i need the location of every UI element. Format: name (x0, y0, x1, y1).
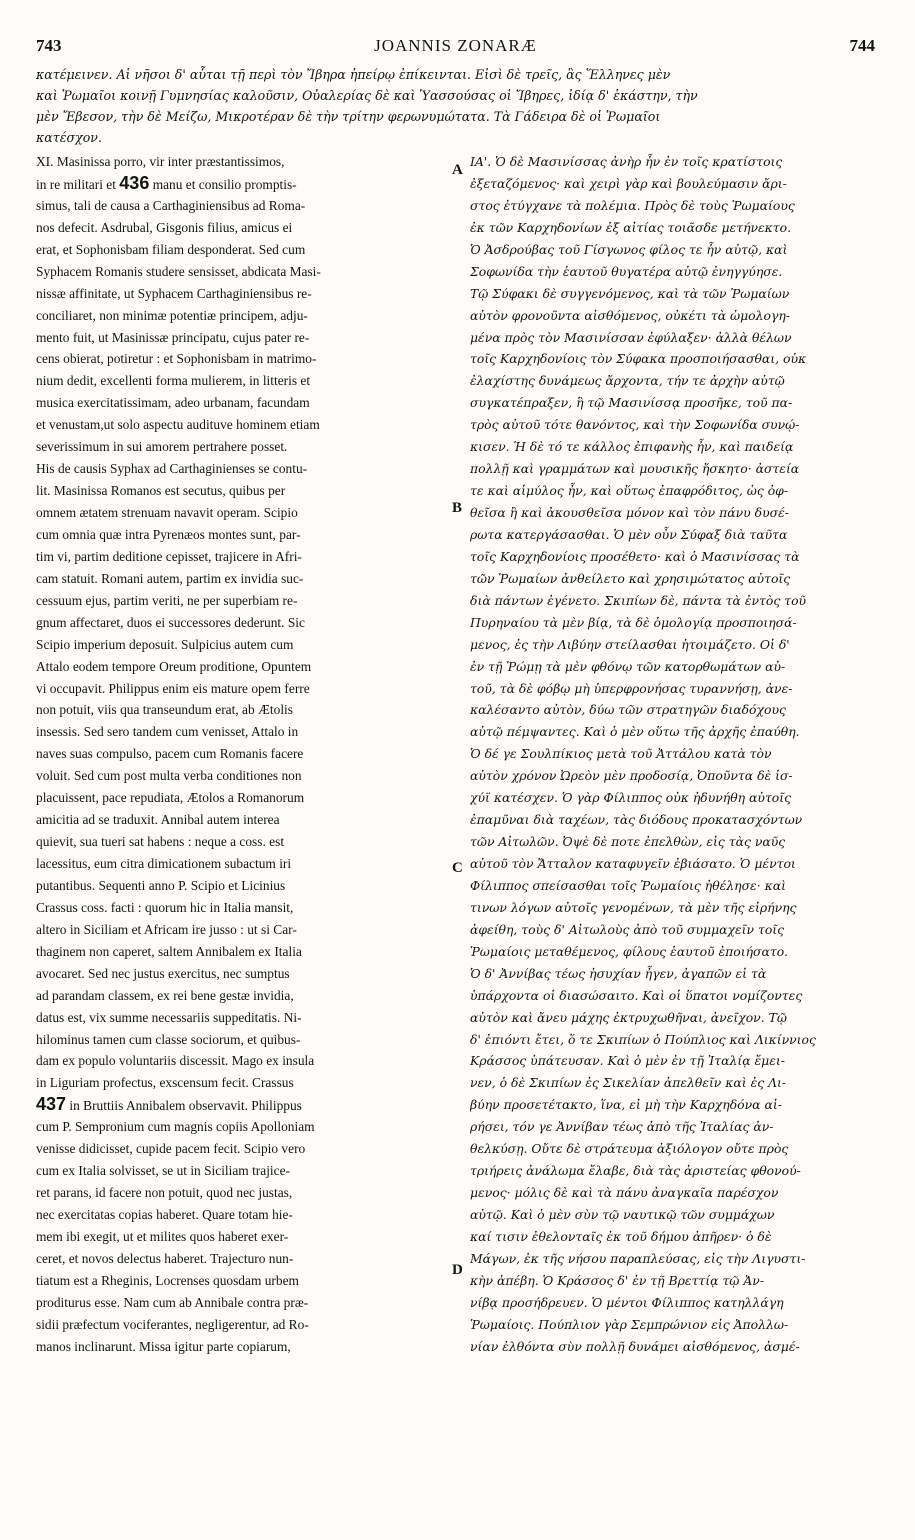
greek-text-line: καλέσαντο αὐτὸν, δύω τῶν στρατηγῶν διαδόχους (470, 702, 786, 718)
latin-text-line: voluit. Sed cum post multa verba conditiones non (36, 768, 302, 784)
greek-text-line: συγκατέπραξεν, ἣ τῷ Μασινίσσᾳ προσῆκε, τοῦ πα- (470, 395, 793, 411)
latin-text-line: ad parandam classem, ex rei bene gestæ invidia, (36, 987, 294, 1003)
column-number-second: 437 (36, 1094, 67, 1115)
greek-text-line: Ῥωμαίοις. Πούπλιον γὰρ Σεμπρώνιον εἰς Ἀπολλω- (470, 1316, 789, 1332)
latin-text-line: ret parans, id facere non potuit, quod nec justas, (36, 1185, 293, 1201)
latin-text-line: tiatum est a Rheginis, Locrenses quosdam urbem (36, 1272, 299, 1288)
greek-text-line: διὰ πάντων ἐγένετο. Σκιπίων δὲ, πάντα τὰ ἐντὸς τοῦ (470, 592, 807, 608)
greek-text-line: κὴν ἀπέβη. Ὁ Κράσσος δ' ἐν τῇ Βρεττίᾳ τῷ Ἀν- (470, 1272, 765, 1288)
section-marker-d: D (452, 1262, 463, 1278)
greek-text-line: Κράσσος ὑπάτευσαν. Καὶ ὁ μὲν ἐν τῇ Ἰταλίᾳ ἔμει- (470, 1053, 785, 1069)
section-marker-b: B (452, 500, 463, 516)
latin-text-line: cum omnia quæ intra Pyrenæos montes sunt, par- (36, 526, 301, 542)
greek-column (470, 151, 877, 1358)
latin-text-line: et venustam,ut solo aspectu audituve hominem etiam (36, 417, 320, 433)
greek-text-line: Πυρηναίου τὰ μὲν βίᾳ, τὰ δὲ ὁμολογίᾳ προσποιησά- (470, 614, 797, 630)
latin-text-line: tim vi, partim deditione cepisset, trajicere in Afri- (36, 548, 302, 564)
latin-text-line: His de causis Syphax ad Carthaginienses se contu- (36, 461, 308, 477)
greek-text-line: θεῖσα ἢ καὶ ἀκουσθεῖσα μόνον καὶ τὸν πάνυ δυσέ- (470, 505, 789, 520)
greek-text-line: αὐτῷ. Καὶ ὁ μὲν σὺν τῷ ναυτικῷ τῶν συμμάχων (470, 1207, 775, 1222)
greek-text-line: Φίλιππος σπείσασθαι τοῖς Ῥωμαίοις ἠθέλησε· καὶ (470, 877, 786, 893)
latin-text-line: quievit, sua tueri sat habens : neque a coss. est (36, 834, 285, 850)
latin-text-line: venisse didicisset, cupide pacem fecit. Scipio vero (36, 1141, 306, 1157)
running-title: JOANNIS ZONARÆ (374, 36, 537, 55)
latin-text-line: erat, et Sophonisbam filiam desponderat. Sed cum (36, 241, 306, 257)
greek-text-line: μένα πρὸς τὸν Μασινίσσαν ἐφύλαξεν· ἀλλὰ θέλων (470, 329, 792, 345)
greek-text-line: στος ἐτύγχανε τὰ πολέμια. Πρὸς δὲ τοὺς Ῥωμαίους (470, 197, 795, 213)
greek-text-line: τινων λόγων αὐτοῖς γενομένων, τὰ μὲν τῆς εἰρήνης (470, 899, 797, 915)
greek-text-line: ἀφείθη, τοὺς δ' Αἰτωλοὺς ἀπὸ τοῦ συμμαχεῖν τοῖς (470, 921, 785, 937)
latin-text-line: Attalo eodem tempore Oreum proditione, Opuntem (36, 658, 312, 674)
greek-text-line: τοῖς Καρχηδονίοις προσέθετο· καὶ ὁ Μασινίσσας τὰ (470, 548, 800, 564)
greek-text-line: αὐτοῦ τὸν Ἄτταλον καταφυγεῖν ἐβιάσατο. Ὁ μέντοι (470, 856, 796, 871)
greek-text-line: ὑπάρχοντα οἱ διασώσαιτο. Καὶ οἱ ὕπατοι νομίζοντες (470, 987, 803, 1003)
latin-text-line: simus, tali de causa a Carthaginiensibus ad Roma- (36, 197, 306, 213)
greek-text-line: ρωτα κατεργάσασθαι. Ὁ μὲν οὖν Σύφαξ διὰ ταῦτα (470, 526, 788, 542)
latin-text-line: cens obierat, potiretur : et Sophonisbam in matrimo- (36, 351, 317, 367)
greek-text-line: ἐξεταζόμενος· καὶ χειρὶ γὰρ καὶ βουλεύμασιν ἄρι- (470, 175, 787, 191)
latin-text-line: omnem ætatem strenuam navavit operam. Scipio (36, 505, 298, 520)
greek-text-line: τοῖς Καρχηδονίοις τὸν Σύφακα προσποιήσασθαι, οὐκ (470, 351, 807, 367)
latin-text-line: conciliaret, non minimæ potentiæ principem, adju- (36, 307, 308, 323)
latin-text-line: XI. Masinissa porro, vir inter præstantissimos, (36, 154, 285, 169)
greek-text-line: δ' ἐπιόντι ἔτει, ὅ τε Σκιπίων ὁ Πούπλιος καὶ Λικίννιος (470, 1031, 816, 1047)
page-number-left: 743 (36, 36, 62, 55)
latin-text-line: Crassus coss. facti : quorum hic in Italia mansit, (36, 899, 294, 915)
intro-line: καὶ Ῥωμαῖοι κοινῇ Γυμνησίας καλοῦσιν, Οὐαλερίας δὲ καὶ Ὑασσούσας οἱ Ἴβηρες, ἰδίᾳ δ' ἑκάστην, τὴν (36, 88, 698, 103)
latin-text-line: non potuit, viis qua transeundum erat, ab Ætolis (36, 702, 293, 718)
greek-text-line: ρήσει, τόν γε Ἀννίβαν τέως ἀπὸ τῆς Ἰταλίας ἀν- (470, 1119, 774, 1135)
latin-text-line: avocaret. Sed nec justus exercitus, nec sumptus (36, 965, 290, 981)
greek-text-line: πολλῇ καὶ γραμμάτων καὶ μουσικῆς ἤσκητο· ἀστεία (470, 461, 800, 477)
latin-text-line: in Liguriam profectus, exscensum fecit. Crassus (36, 1075, 294, 1091)
latin-text-line: cam statuit. Romani autem, partim ex invidia suc- (36, 570, 304, 586)
latin-text-line: Syphacem Romanis studere sensisset, abdicata Masi- (36, 263, 321, 279)
latin-text-line: cum ex Italia solvisset, se ut in Siciliam trajice- (36, 1163, 290, 1179)
greek-text-line: Ὁ δ' Ἀννίβας τέως ἡσυχίαν ἦγεν, ἀγαπῶν εἰ τὰ (470, 965, 767, 981)
latin-text-line: altero in Siciliam et Africam ire jusso : ut si Car- (36, 921, 297, 937)
greek-text-line: ἐπαμῦναι διὰ ταχέων, τὰς διόδους προκατασχόντων (470, 812, 803, 828)
page-number-right: 744 (849, 36, 875, 55)
latin-text-line: manos inclinarunt. Missa igitur parte copiarum, (36, 1338, 291, 1354)
greek-text-line: τῶν Ῥωμαίων ἀνθείλετο καὶ χρησιμώτατος αὐτοῖς (470, 570, 791, 586)
greek-text-line: Τῷ Σύφακι δὲ συγγενόμενος, καὶ τὰ τῶν Ῥωμαίων (470, 285, 790, 301)
latin-text-line: cum P. Sempronium cum magnis copiis Apolloniam (36, 1119, 315, 1135)
latin-text-line: nos defecit. Asdrubal, Gisgonis filius, amicus ei (36, 219, 293, 235)
latin-text-line: nissæ affinitate, ut Syphacem Carthaginiensibus re- (36, 285, 312, 301)
greek-text-line: τριήρεις ἀνάλωμα ἔλαβε, διὰ τὰς ἀριστείας φθονού- (470, 1163, 801, 1179)
latin-text-line: nium dedit, excellenti forma mulierem, in litteris et (36, 373, 311, 389)
latin-text-line: musica exercitatissimam, adeo urbanam, facundam (36, 395, 310, 411)
latin-text-line: hilominus tamen cum classe sociorum, et quibus- (36, 1031, 301, 1047)
greek-text-line: χύϊ κατέσχεν. Ὁ γὰρ Φίλιππος οὐκ ἠδυνήθη αὐτοῖς (470, 790, 792, 806)
greek-text-line: ἐκ τῶν Καρχηδονίων ἐξ αἰτίας τοιᾶσδε μετήνεκτο. (470, 219, 792, 235)
latin-text-line: in re militari et 436 manu et consilio promptis- (36, 172, 297, 193)
column-number-first: 436 (119, 172, 150, 193)
latin-text-line: cessuum ejus, partim veriti, ne per superbiam re- (36, 592, 298, 608)
greek-text-line: τῶν Αἰτωλῶν. Ὀψὲ δὲ ποτε ἐπελθὼν, εἰς τὰς ναῦς (470, 834, 786, 850)
greek-text-line: αὐτῷ πέμψαντες. Καὶ ὁ μὲν οὕτω τῆς ἀρχῆς ἐπαύθη. (470, 724, 800, 740)
greek-text-line: μενος, ἐς τὴν Λιβύην στείλασθαι ἡτοιμάζετο. Οἱ δ' (470, 636, 790, 652)
greek-text-line: Μάγων, ἐκ τῆς νήσου παραπλεύσας, εἰς τὴν Λιγυστι- (470, 1250, 806, 1266)
greek-text-line: τε καὶ αἱμύλος ἦν, καὶ οὕτως ἐπαφρόδιτος, ὡς ὀφ- (470, 483, 789, 499)
latin-text-line: putantibus. Sequenti anno P. Scipio et Licinius (36, 877, 286, 893)
greek-text-line: ἐλαχίστης δυνάμεως ἄρχοντα, τήν τε ἀρχὴν αὐτῷ (470, 373, 785, 389)
latin-text-line: datus est, vix summe necessariis suppeditatis. Ni- (36, 1009, 302, 1025)
latin-text-line: lacessitus, eum citra dimicationem subactum iri (36, 856, 292, 871)
greek-text-line: Σοφωνίδα τὴν ἑαυτοῦ θυγατέρα αὐτῷ ἐνηγγύησε. (470, 263, 783, 279)
section-marker-a: A (452, 162, 463, 178)
latin-text-line: 437 in Bruttiis Annibalem observavit. Philippus (36, 1094, 302, 1115)
greek-text-line: κισεν. Ἡ δὲ τό τε κάλλος ἐπιφανὴς ἦν, καὶ παιδείᾳ (470, 439, 794, 455)
section-marker-c: C (452, 860, 463, 876)
latin-text-line: mem ibi exegit, ut et milites quos haberet exer- (36, 1228, 289, 1244)
latin-text-line: sidii præfectum vociferantes, negligerentur, ad Ro- (36, 1316, 309, 1332)
latin-text-line: amicitia ad se traduxit. Annibal autem interea (36, 812, 280, 828)
latin-column (36, 151, 446, 1358)
latin-text-line: severissimum in sui amorem pertrahere posset. (36, 439, 288, 455)
latin-text-line: dam ex populo voluntariis discessit. Mago ex insula (36, 1053, 315, 1069)
greek-text-line: νεν, ὁ δὲ Σκιπίων ἐς Σικελίαν ἀπελθεῖν καὶ ἐς Λι- (470, 1075, 787, 1091)
latin-text-line: thaginem non caperet, saltem Annibalem ex Italia (36, 943, 302, 959)
greek-text-line: μενος· μόλις δὲ καὶ τὰ πάνυ ἀναγκαῖα παρέσχον (470, 1185, 779, 1201)
latin-text-line: gnum affectaret, duos ei successores dederunt. Sic (36, 614, 305, 630)
greek-text-line: τρὸς αὐτοῦ τότε θανόντος, καὶ τὴν Σοφωνίδα συνῴ- (470, 417, 800, 433)
greek-text-line: νίαν ἐλθόντα σὺν πολλῇ δυνάμει αἰσθόμενος, ἀσμέ- (470, 1338, 800, 1354)
latin-text-line: ceret, et novos delectus haberet. Trajecturo nun- (36, 1250, 294, 1266)
latin-text-line: naves suas compulso, pacem cum Romanis facere (36, 746, 304, 762)
intro-greek-paragraph (36, 64, 876, 148)
latin-text-line: vi occupavit. Philippus enim eis mature opem ferre (36, 680, 310, 696)
greek-text-line: βύην προσετέτακτο, ἵνα, εἰ μὴ τὴν Καρχηδόνα αἱ- (470, 1097, 782, 1113)
latin-text-line: proditurus esse. Nam cum ab Annibale contra præ- (36, 1294, 309, 1310)
greek-text-line: καί τισιν ἐθελονταῖς ἐκ τοῦ δήμου ἀπῆρεν· ὁ δὲ (470, 1228, 772, 1244)
latin-text-line: nec exercitatas copias haberet. Quare totam hie- (36, 1207, 293, 1222)
page-header (36, 36, 875, 60)
greek-text-line: Ὁ Ἀσδρούβας τοῦ Γίσγωνος φίλος τε ἦν αὐτῷ, καὶ (470, 241, 788, 257)
greek-text-line: αὐτὸν φρονοῦντα αἰσθόμενος, οὐκέτι τὰ ὡμολογη- (470, 307, 790, 323)
greek-text-line: θελκύσῃ. Οὔτε δὲ στράτευμα ἀξιόλογον οὔτε πρὸς (470, 1141, 789, 1157)
latin-text-line: Scipio imperium deposuit. Sulpicius autem cum (36, 636, 294, 652)
greek-text-line: ΙΑ'. Ὁ δὲ Μασινίσσας ἀνὴρ ἦν ἐν τοῖς κρατίστοις (470, 154, 783, 169)
intro-line: κατέμεινεν. Αἱ νῆσοι δ' αὗται τῇ περὶ τὸν Ἴβηρα ἠπείρῳ ἐπίκεινται. Εἰσὶ δὲ τρεῖς, ἃς Ἕλληνες μὲν (36, 67, 671, 82)
intro-line: κατέσχον. (36, 130, 102, 145)
intro-line: μὲν Ἔβεσον, τὴν δὲ Μείζω, Μικροτέραν δὲ τὴν τρίτην φερωνυμώτατα. Τὰ Γάδειρα δὲ οἱ Ῥωμαῖοι (36, 109, 661, 124)
latin-text-line: placuissent, pace repudiata, Ætolos a Romanorum (36, 790, 305, 806)
greek-text-line: Ῥωμαίοις μεταθέμενος, φίλους ἑαυτοῦ ἐποιήσατο. (470, 943, 789, 959)
greek-text-line: τοῦ, τὰ δὲ φόβῳ μὴ ὑπερφρονήσας τυραννήσῃ, ἀνε- (470, 680, 793, 696)
greek-text-line: αὐτὸν καὶ ἄνευ μάχης ἐκτρυχωθῆναι, ἀνεῖχον. Τῷ (470, 1009, 787, 1025)
latin-text-line: mento fuit, ut Masinissæ principatu, cujus pater re- (36, 329, 310, 345)
greek-text-line: ἐν τῇ Ῥώμῃ τὰ μὲν φθόνῳ τῶν κατορθωμάτων αὐ- (470, 658, 786, 674)
greek-text-line: νίβᾳ προσήδρευεν. Ὁ μέντοι Φίλιππος κατηλλάγη (470, 1294, 784, 1310)
greek-text-line: Ὁ δέ γε Σουλπίκιος μετὰ τοῦ Ἀττάλου κατὰ τὸν (470, 746, 772, 762)
latin-text-line: lit. Masinissa Romanos est secutus, quibus per (36, 483, 286, 499)
greek-text-line: αὐτὸν χρόνον Ὠρεὸν μὲν προδοσίᾳ, Ὀποῦντα δὲ ἰσ- (470, 768, 793, 784)
latin-text-line: insessis. Sed sero tandem cum venisset, Attalo in (36, 724, 299, 740)
